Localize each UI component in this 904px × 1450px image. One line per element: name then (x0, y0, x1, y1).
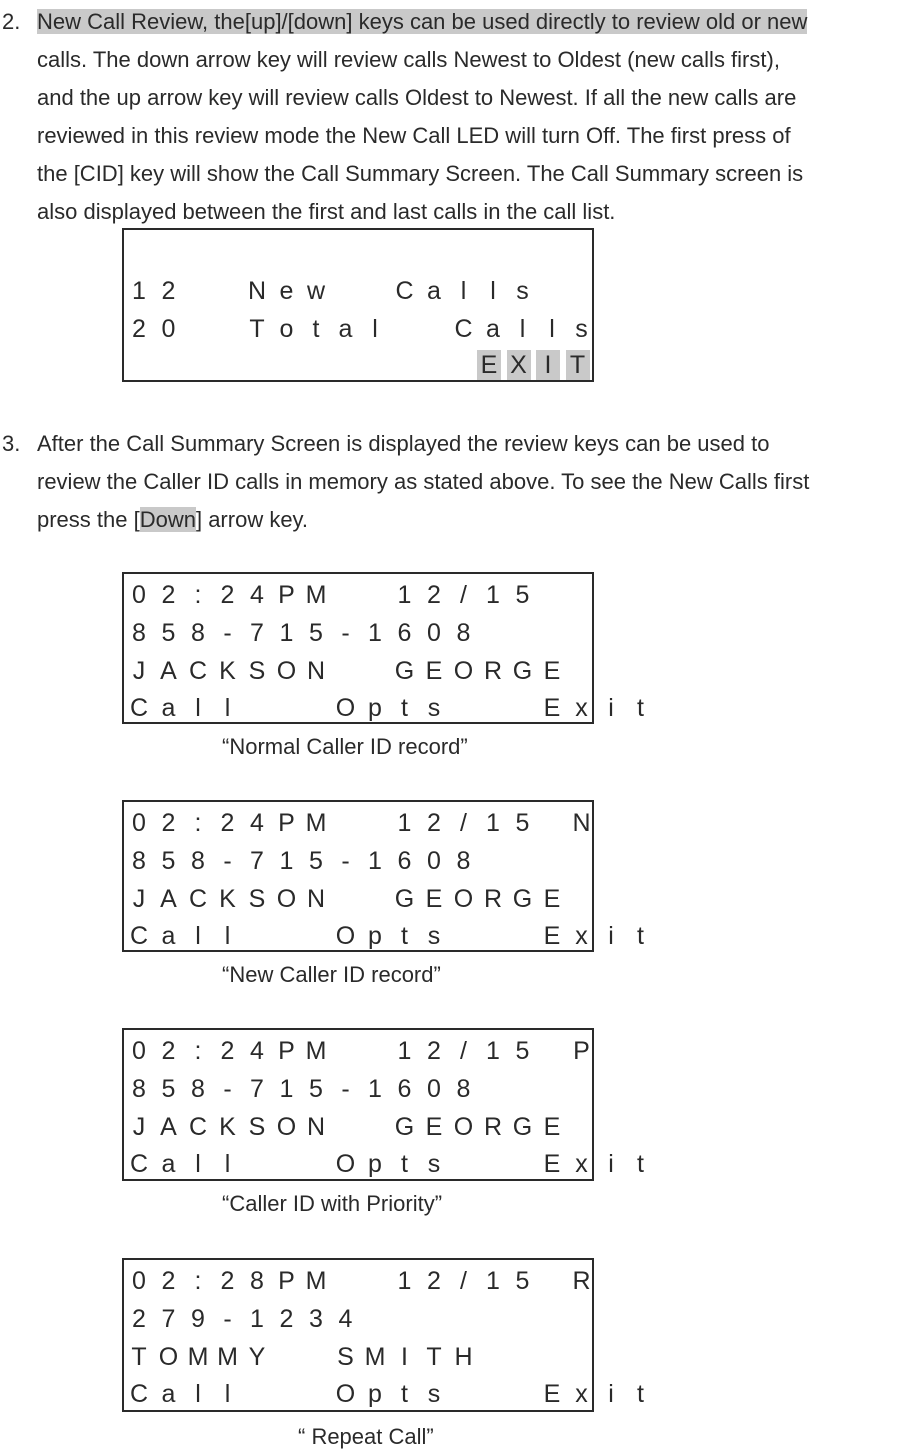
lcd-character: 1 (486, 1037, 500, 1065)
lcd-character: O (335, 694, 356, 722)
lcd-character: 9 (191, 1305, 205, 1333)
section-2-paragraph (37, 10, 902, 230)
lcd-character: o (279, 315, 294, 343)
lcd-character: a (427, 277, 441, 305)
lcd-character: N (306, 885, 326, 913)
lcd-character: - (341, 1075, 350, 1103)
lcd-character: E (543, 657, 561, 685)
lcd-row (124, 276, 592, 306)
paragraph-line: review the Caller ID calls in memory as stated above. To see the New Calls first (37, 469, 810, 494)
lcd-character: l (372, 315, 378, 343)
display-caption: “ Repeat Call” (298, 1424, 434, 1449)
lcd-character: 8 (456, 619, 471, 647)
lcd-character: 1 (279, 619, 294, 647)
paragraph-line: and the up arrow key will review calls Oldest to Newest. If all the new calls are (37, 85, 797, 110)
lcd-character: x (575, 1150, 588, 1178)
paragraph-line: After the Call Summary Screen is displayed the review keys can be used to (37, 431, 770, 456)
lcd-character: s (516, 277, 529, 305)
lcd-character: 8 (456, 1075, 471, 1103)
lcd-character: 1 (368, 1075, 382, 1103)
lcd-character: : (194, 809, 202, 837)
lcd-character: - (341, 847, 350, 875)
lcd-character: 2 (132, 315, 146, 343)
lcd-row (124, 808, 592, 838)
lcd-character: l (195, 694, 201, 722)
lcd-character: 0 (132, 1037, 146, 1065)
lcd-character: O (276, 657, 297, 685)
lcd-character: l (195, 1380, 201, 1408)
lcd-character: 0 (132, 1267, 146, 1295)
lcd-character: O (158, 1343, 179, 1371)
lcd-character: 7 (250, 847, 264, 875)
lcd-character: J (132, 657, 146, 685)
lcd-character: l (460, 277, 467, 305)
lcd-character: 0 (427, 619, 441, 647)
lcd-character: s (427, 1380, 441, 1408)
lcd-character: 1 (397, 809, 412, 837)
lcd-character: O (335, 1380, 356, 1408)
lcd-character: a (486, 315, 500, 343)
exit-character: I (536, 350, 560, 380)
lcd-character: N (247, 277, 267, 305)
lcd-character: / (460, 581, 467, 609)
lcd-character: 2 (427, 809, 441, 837)
lcd-character: E (543, 1113, 561, 1141)
lcd-character: 1 (486, 1267, 500, 1295)
lcd-character: N (306, 657, 326, 685)
lcd-character: 6 (397, 619, 412, 647)
lcd-character: 8 (132, 847, 146, 875)
lcd-character: P (278, 1267, 295, 1295)
lcd-character: : (194, 581, 202, 609)
exit-character: E (477, 350, 501, 380)
lcd-character: E (543, 1380, 561, 1408)
lcd-character: s (427, 922, 441, 950)
lcd-character: C (188, 1113, 208, 1141)
lcd-character: t (401, 694, 408, 722)
lcd-character: 7 (250, 619, 264, 647)
lcd-row (124, 238, 592, 268)
lcd-character: 1 (397, 1037, 412, 1065)
new-caller-id-display (122, 800, 644, 952)
lcd-character: G (512, 885, 533, 913)
lcd-character: 5 (161, 847, 176, 875)
lcd-character: 7 (161, 1305, 176, 1333)
lcd-character: i (608, 922, 614, 950)
lcd-row (124, 656, 592, 686)
lcd-character: l (224, 1150, 231, 1178)
lcd-character: O (453, 657, 474, 685)
lcd-character: 0 (132, 581, 146, 609)
lcd-character: A (160, 657, 177, 685)
lcd-character: / (460, 1267, 467, 1295)
lcd-character: 3 (309, 1305, 323, 1333)
lcd-character: 4 (250, 809, 264, 837)
lcd-character: M (217, 1343, 238, 1371)
lcd-character: t (637, 1150, 644, 1178)
lcd-character: 1 (397, 581, 412, 609)
lcd-character: l (195, 1150, 201, 1178)
lcd-character: x (575, 1380, 588, 1408)
lcd-character: C (188, 657, 208, 685)
lcd-character: R (483, 885, 503, 913)
lcd-character: J (132, 885, 146, 913)
lcd-character: l (195, 922, 201, 950)
lcd-character: C (129, 922, 149, 950)
lcd-character: M (305, 809, 327, 837)
lcd-character: P (278, 809, 295, 837)
lcd-character: : (194, 1037, 202, 1065)
lcd-character: a (161, 922, 176, 950)
lcd-character: 8 (456, 847, 471, 875)
lcd-character: E (543, 1150, 561, 1178)
paragraph-text: ] arrow key. (195, 507, 309, 532)
lcd-character: 5 (309, 619, 323, 647)
lcd-character: / (460, 1037, 467, 1065)
lcd-character: C (129, 694, 149, 722)
record-flag: P (573, 1037, 590, 1065)
lcd-character: 2 (279, 1305, 294, 1333)
lcd-character: 2 (427, 581, 441, 609)
lcd-character: : (194, 1267, 202, 1295)
lcd-character: 5 (161, 619, 176, 647)
lcd-character: T (131, 1343, 147, 1371)
lcd-row (124, 921, 644, 951)
lcd-row (124, 580, 592, 610)
lcd-character: 8 (191, 619, 205, 647)
lcd-character: 7 (250, 1075, 264, 1103)
lcd-character: G (394, 657, 415, 685)
lcd-character: t (637, 1380, 644, 1408)
lcd-character: x (575, 922, 588, 950)
lcd-character: 0 (427, 847, 441, 875)
lcd-character: s (427, 694, 441, 722)
lcd-character: O (453, 1113, 474, 1141)
lcd-character: - (223, 847, 232, 875)
lcd-character: 1 (250, 1305, 264, 1333)
lcd-character: O (335, 1150, 356, 1178)
lcd-character: M (305, 1037, 327, 1065)
lcd-character: - (341, 619, 350, 647)
lcd-character: 2 (161, 1267, 176, 1295)
lcd-row (124, 1342, 592, 1372)
list-number-2: 2. (2, 9, 21, 34)
lcd-row (124, 618, 592, 648)
lcd-character: C (454, 315, 473, 343)
lcd-character: A (160, 1113, 177, 1141)
lcd-character: 2 (161, 809, 176, 837)
lcd-character: 2 (220, 1267, 235, 1295)
paragraph-line: also displayed between the first and last calls in the call list. (37, 199, 616, 224)
display-caption: “Caller ID with Priority” (222, 1191, 443, 1216)
lcd-character: A (160, 885, 177, 913)
lcd-character: M (187, 1343, 209, 1371)
record-flag: R (572, 1267, 591, 1295)
lcd-character: 4 (250, 1037, 264, 1065)
lcd-character: J (132, 1113, 146, 1141)
lcd-row (124, 1036, 592, 1066)
lcd-character: 2 (132, 1305, 146, 1333)
lcd-character: R (483, 657, 503, 685)
lcd-character: s (575, 315, 588, 343)
lcd-character: P (278, 1037, 295, 1065)
lcd-character: 1 (368, 619, 382, 647)
lcd-character: E (543, 922, 561, 950)
lcd-row (124, 1112, 592, 1142)
lcd-character: 1 (368, 847, 382, 875)
lcd-character: 0 (161, 315, 176, 343)
lcd-character: l (224, 922, 231, 950)
lcd-character: - (223, 1305, 232, 1333)
lcd-character: 5 (515, 581, 530, 609)
lcd-character: 4 (250, 581, 264, 609)
list-number-3: 3. (2, 431, 21, 456)
lcd-character: 1 (486, 809, 500, 837)
lcd-character: a (161, 694, 176, 722)
lcd-character: O (453, 885, 474, 913)
lcd-character: i (608, 1150, 614, 1178)
lcd-character: M (305, 581, 327, 609)
lcd-character: i (608, 694, 614, 722)
lcd-character: a (338, 315, 353, 343)
lcd-character: Y (248, 1343, 266, 1371)
lcd-character: 8 (191, 847, 205, 875)
lcd-character: 2 (161, 277, 176, 305)
lcd-character: p (368, 694, 382, 722)
lcd-character: S (248, 885, 266, 913)
lcd-row (124, 1379, 644, 1409)
lcd-character: l (490, 277, 496, 305)
lcd-character: 1 (132, 277, 146, 305)
lcd-character: G (512, 657, 533, 685)
lcd-character: 1 (397, 1267, 412, 1295)
lcd-character: O (276, 1113, 297, 1141)
lcd-character: 6 (397, 847, 412, 875)
lcd-character: S (248, 657, 266, 685)
display-caption: “Normal Caller ID record” (222, 734, 468, 759)
lcd-character: i (608, 1380, 614, 1408)
paragraph-text: press the [ (37, 507, 140, 532)
lcd-character: K (219, 657, 236, 685)
lcd-character: p (368, 1380, 382, 1408)
lcd-row (124, 314, 592, 344)
lcd-character: l (224, 694, 231, 722)
lcd-character: p (368, 1150, 382, 1178)
lcd-character: T (426, 1343, 442, 1371)
lcd-character: t (637, 922, 644, 950)
lcd-character: K (219, 885, 236, 913)
lcd-character: S (248, 1113, 266, 1141)
lcd-character: C (395, 277, 414, 305)
exit-character: T (566, 350, 590, 380)
lcd-character: l (224, 1380, 231, 1408)
lcd-character: M (305, 1267, 327, 1295)
lcd-character: a (161, 1380, 176, 1408)
paragraph-line: reviewed in this review mode the New Call LED will turn Off. The first press of (37, 123, 791, 148)
lcd-character: N (306, 1113, 326, 1141)
lcd-row (124, 846, 592, 876)
lcd-character: 0 (427, 1075, 441, 1103)
lcd-character: - (223, 619, 232, 647)
lcd-character: H (454, 1343, 473, 1371)
lcd-character: O (276, 885, 297, 913)
lcd-character: 5 (515, 1037, 530, 1065)
lcd-character: t (312, 315, 320, 343)
lcd-character: 2 (427, 1267, 441, 1295)
normal-caller-id-display (122, 572, 644, 724)
lcd-character: 4 (338, 1305, 353, 1333)
repeat-call-display (122, 1258, 644, 1412)
lcd-character: l (549, 315, 555, 343)
lcd-row (124, 884, 592, 914)
lcd-row (124, 1304, 592, 1334)
lcd-row (124, 1149, 644, 1179)
lcd-character: 8 (132, 1075, 146, 1103)
lcd-character: 0 (132, 809, 146, 837)
lcd-character: E (425, 885, 443, 913)
lcd-character: s (427, 1150, 441, 1178)
lcd-character: 5 (161, 1075, 176, 1103)
priority-caller-id-display (122, 1028, 644, 1181)
lcd-character: 2 (220, 581, 235, 609)
lcd-character: 8 (250, 1267, 264, 1295)
lcd-character: O (335, 922, 356, 950)
lcd-character: E (425, 657, 443, 685)
lcd-character: / (460, 809, 467, 837)
lcd-character: S (337, 1343, 354, 1371)
exit-character: X (507, 350, 531, 380)
lcd-character: 1 (279, 847, 294, 875)
highlighted-text: New Call Review, the[up]/[down] keys can be used directly to review old or new (37, 9, 808, 34)
lcd-character: E (543, 694, 561, 722)
section-3-paragraph (37, 432, 902, 542)
lcd-row (124, 1266, 592, 1296)
lcd-row (124, 693, 644, 723)
lcd-character: E (543, 885, 561, 913)
lcd-character: w (306, 277, 326, 305)
lcd-character: t (401, 922, 408, 950)
lcd-character: t (637, 694, 644, 722)
lcd-character: I (401, 1343, 408, 1371)
lcd-character: 1 (279, 1075, 294, 1103)
lcd-character: a (161, 1150, 176, 1178)
lcd-character: l (519, 315, 526, 343)
lcd-character: 2 (427, 1037, 441, 1065)
lcd-character: T (249, 315, 265, 343)
down-key-highlight: Down (139, 507, 196, 532)
lcd-character: x (575, 694, 588, 722)
lcd-character: 2 (161, 1037, 176, 1065)
lcd-character: 2 (220, 1037, 235, 1065)
lcd-character: 5 (309, 847, 323, 875)
display-caption: “New Caller ID record” (222, 962, 441, 987)
lcd-character: e (279, 277, 294, 305)
lcd-character: P (278, 581, 295, 609)
lcd-character: - (223, 1075, 232, 1103)
lcd-character: 2 (220, 809, 235, 837)
lcd-character: 6 (397, 1075, 412, 1103)
lcd-character: C (188, 885, 208, 913)
lcd-character: t (401, 1150, 408, 1178)
lcd-character: C (129, 1150, 149, 1178)
exit-soft-key (124, 350, 592, 380)
lcd-character: 5 (515, 809, 530, 837)
lcd-character: G (394, 1113, 415, 1141)
lcd-character: G (512, 1113, 533, 1141)
lcd-character: E (425, 1113, 443, 1141)
lcd-character: t (401, 1380, 408, 1408)
lcd-character: p (368, 922, 382, 950)
lcd-character: K (219, 1113, 236, 1141)
call-summary-display (122, 228, 594, 382)
lcd-character: M (364, 1343, 386, 1371)
lcd-character: 2 (161, 581, 176, 609)
record-flag: N (572, 809, 591, 837)
lcd-character: 5 (309, 1075, 323, 1103)
lcd-character: 5 (515, 1267, 530, 1295)
lcd-character: 8 (132, 619, 146, 647)
lcd-character: R (483, 1113, 503, 1141)
lcd-character: 1 (486, 581, 500, 609)
lcd-row (124, 1074, 592, 1104)
lcd-character: C (129, 1380, 149, 1408)
paragraph-line: the [CID] key will show the Call Summary Screen. The Call Summary screen is (37, 161, 804, 186)
paragraph-line: calls. The down arrow key will review calls Newest to Oldest (new calls first), (37, 47, 780, 72)
lcd-character: G (394, 885, 415, 913)
lcd-character: 8 (191, 1075, 205, 1103)
